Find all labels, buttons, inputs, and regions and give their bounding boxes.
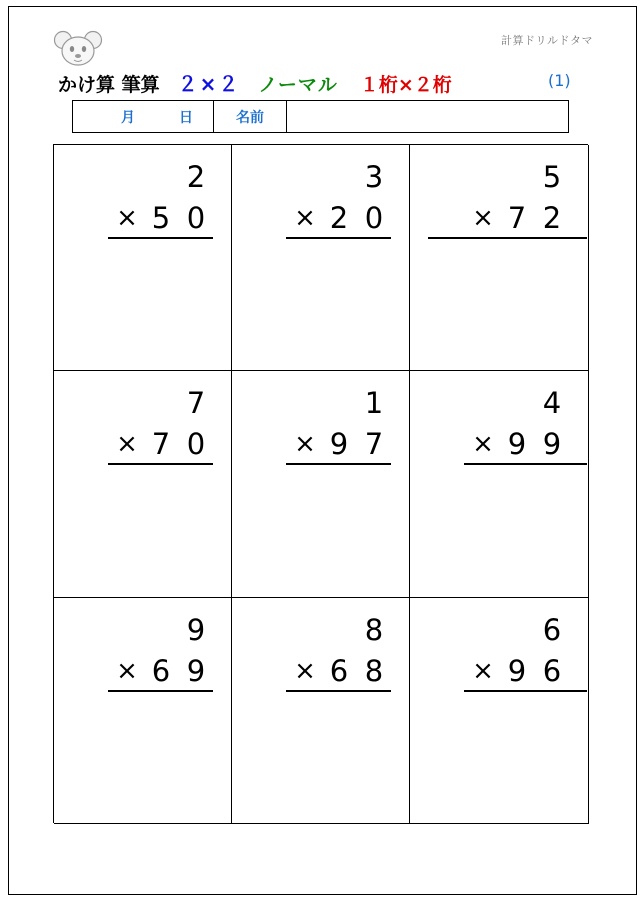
times-sign: × [116,656,138,686]
problem-cell[interactable] [54,371,232,598]
times-sign: × [294,203,316,233]
multiplicand: 3 [364,160,384,194]
title-difficulty: ノーマル [258,74,338,96]
multiplicand: 4 [542,386,562,420]
month-label: 月 [121,110,135,126]
answer-line [108,463,213,465]
problem-cell[interactable] [410,145,589,371]
times-sign: × [472,203,494,233]
times-sign: × [472,656,494,686]
multiplier-ones: 2 [542,201,562,235]
answer-line [108,690,213,692]
multiplier-ones: 6 [542,654,562,688]
multiplier-tens: 9 [507,654,527,688]
multiplicand: 5 [542,160,562,194]
multiplier-ones: 9 [542,427,562,461]
multiplier-ones: 9 [186,654,206,688]
name-label: 名前 [214,101,287,132]
problem-cell[interactable] [54,598,232,824]
worksheet-title [58,68,452,98]
answer-line [286,237,391,239]
day-label: 日 [179,110,193,126]
title-level: ２×２ [177,72,241,96]
problem-grid [53,144,588,823]
multiplier-tens: 7 [507,201,527,235]
problem-cell[interactable] [54,145,232,371]
answer-line [464,463,587,465]
multiplicand: 8 [364,613,384,647]
multiplier-ones: 7 [364,427,384,461]
multiplicand: 6 [542,613,562,647]
multiplier-ones: 0 [186,201,206,235]
multiplier-ones: 0 [364,201,384,235]
times-sign: × [472,429,494,459]
name-date-box [72,100,569,133]
multiplier-tens: 6 [151,654,171,688]
times-sign: × [116,429,138,459]
multiplier-ones: 0 [186,427,206,461]
problem-cell[interactable] [232,145,410,371]
multiplier-tens: 6 [329,654,349,688]
multiplier-tens: 2 [329,201,349,235]
problem-cell[interactable] [232,598,410,824]
answer-line [286,463,391,465]
title-main: かけ算 筆算 [58,74,160,96]
times-sign: × [294,656,316,686]
answer-line [464,690,587,692]
mouse-logo-icon [53,29,103,67]
multiplicand: 9 [186,613,206,647]
multiplier-tens: 7 [151,427,171,461]
answer-line [286,690,391,692]
answer-line [108,237,213,239]
brand-label: 計算ドリルドタマ [501,34,593,47]
multiplier-tens: 5 [151,201,171,235]
multiplier-ones: 8 [364,654,384,688]
times-sign: × [116,203,138,233]
name-field[interactable] [287,101,568,132]
times-sign: × [294,429,316,459]
sheet-number: (1) [548,71,571,90]
title-digits: １桁×２桁 [359,74,452,96]
multiplicand: 1 [364,386,384,420]
problem-cell[interactable] [410,598,589,824]
multiplier-tens: 9 [507,427,527,461]
multiplier-tens: 9 [329,427,349,461]
problem-cell[interactable] [410,371,589,598]
answer-line [428,237,587,239]
multiplicand: 2 [186,160,206,194]
problem-cell[interactable] [232,371,410,598]
date-field[interactable] [73,101,214,132]
multiplicand: 7 [186,386,206,420]
